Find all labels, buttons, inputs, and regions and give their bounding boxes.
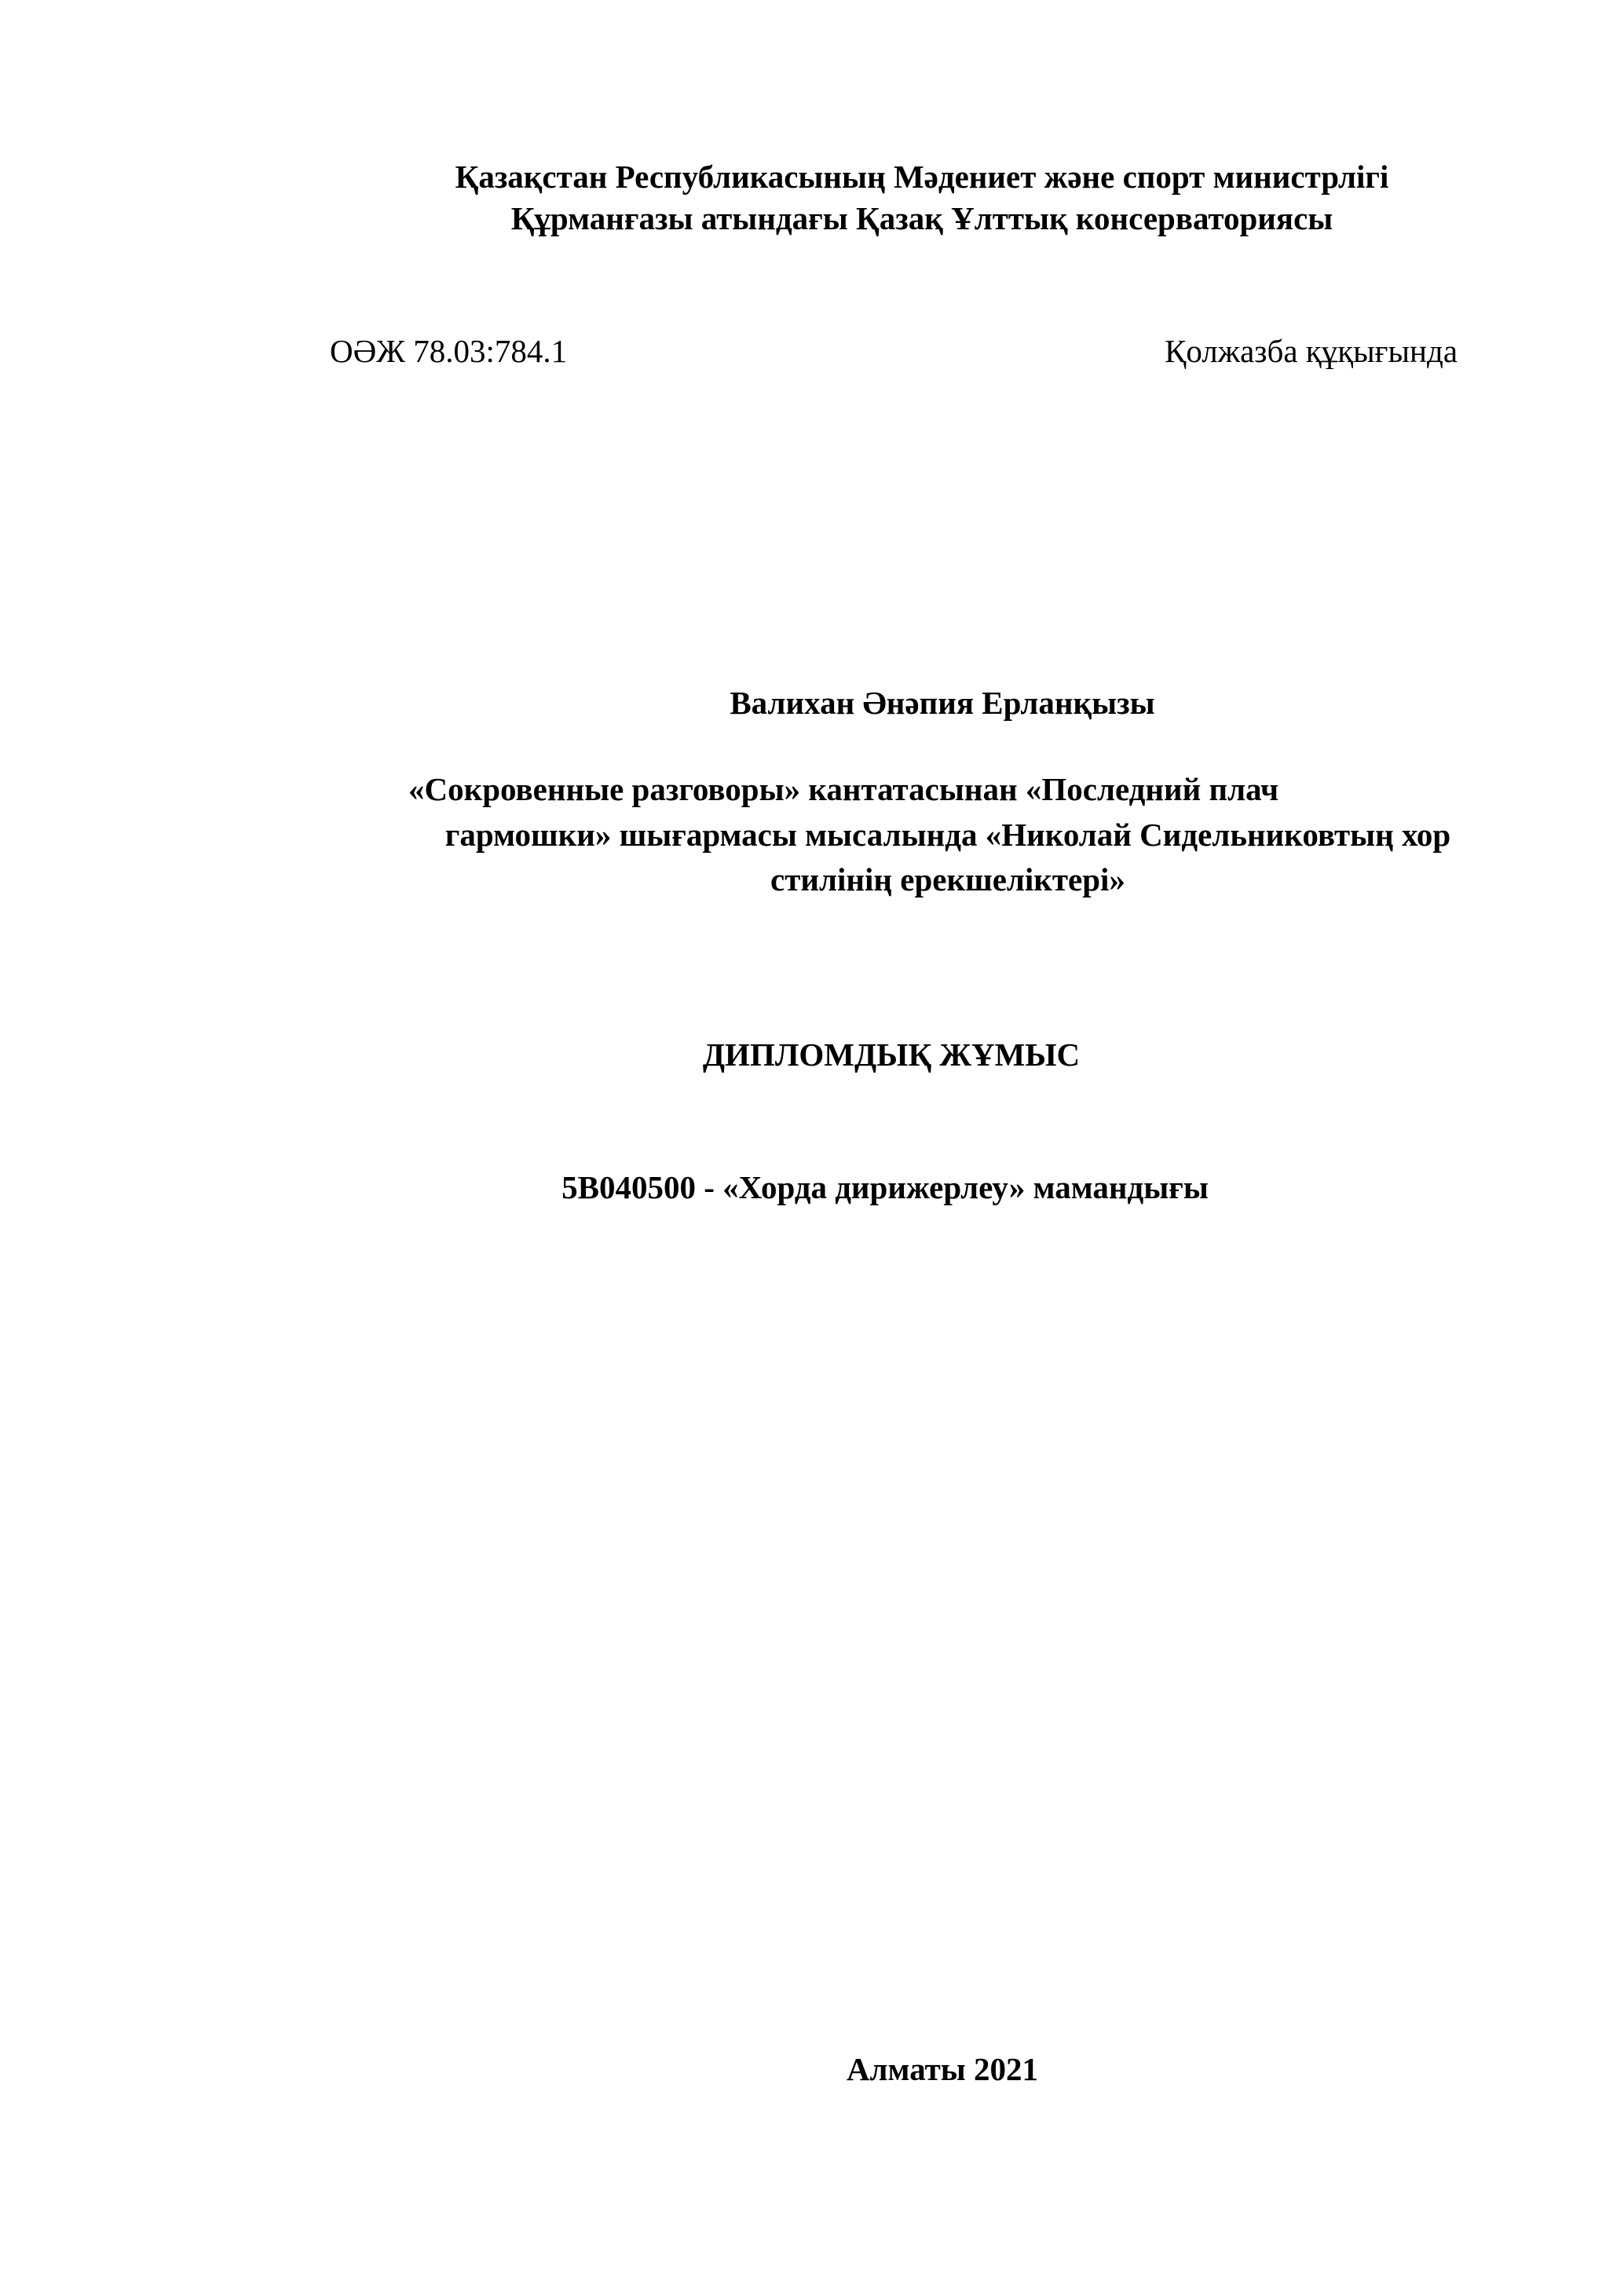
- udc-code: ОӘЖ 78.03:784.1: [330, 333, 568, 369]
- manuscript-rights-label: Қолжазба құқығында: [1165, 333, 1458, 369]
- conservatory-name: Құрманғазы атындағы Қазақ Ұлттық консерваториясы: [510, 200, 1333, 236]
- thesis-title-line-2: гармошки» шығармасы мысалында «Николай Сидельниковтың хор: [444, 817, 1451, 853]
- thesis-title-line-3: стилінің ерекшеліктері»: [770, 861, 1125, 898]
- city-year: Алматы 2021: [846, 2051, 1039, 2087]
- specialty-line: 5В040500 - «Хорда дирижерлеу» мамандығы: [561, 1169, 1209, 1205]
- ministry-name: Қазақстан Республикасының Мәдениет және спорт министрлігі: [455, 159, 1389, 195]
- thesis-title-line-1: «Сокровенные разговоры» кантатасынан «Последний плач: [408, 771, 1279, 807]
- document-type-heading: ДИПЛОМДЫҚ ЖҰМЫС: [702, 1036, 1081, 1073]
- author-name: Валихан Әнәпия Ерланқызы: [730, 685, 1155, 721]
